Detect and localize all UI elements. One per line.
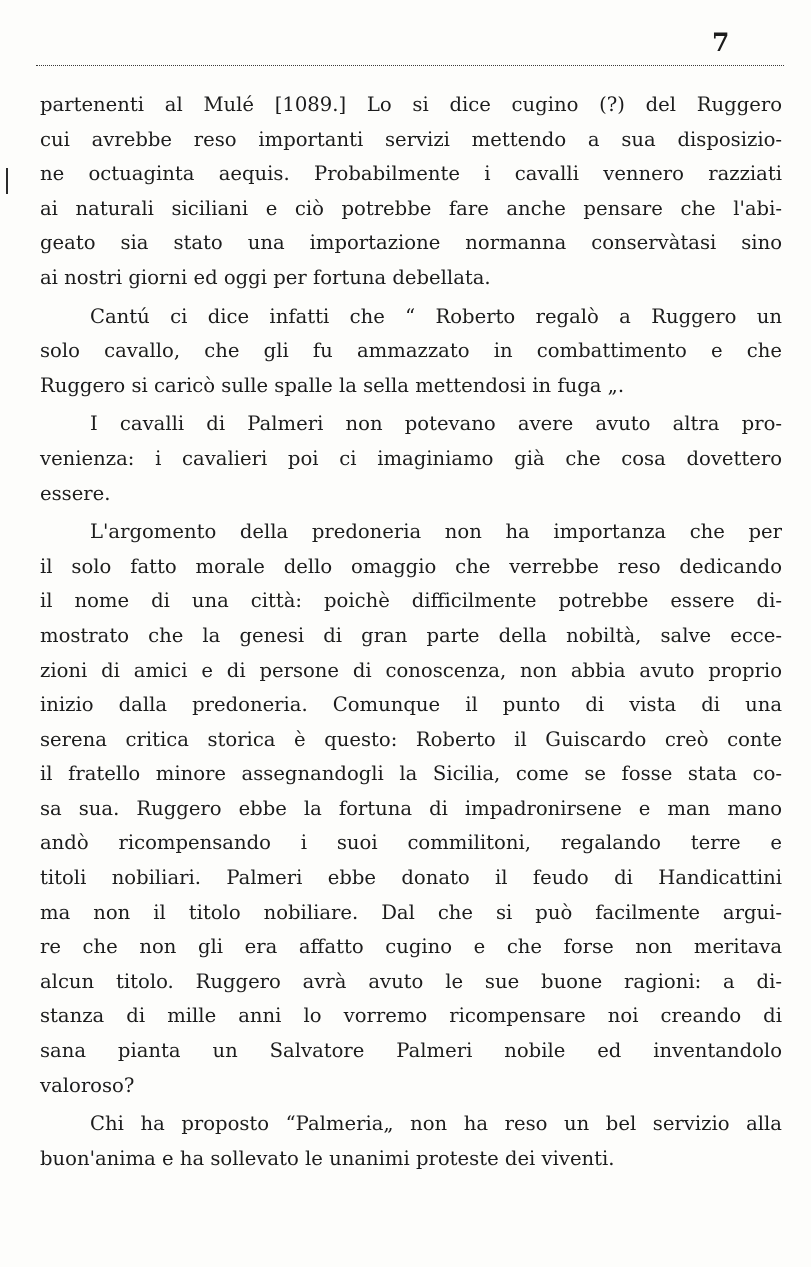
text-line: titoli nobiliari. Palmeri ebbe donato il feudo di Handicattini xyxy=(40,866,782,890)
paragraph-2 xyxy=(40,300,782,404)
text-line: Chi ha proposto “Palmeria„ non ha reso un bel servizio alla xyxy=(90,1112,782,1136)
header-rule xyxy=(36,65,784,66)
text-line: zioni di amici e di persone di conoscenza, non abbia avuto proprio xyxy=(40,658,782,682)
text-line: il fratello minore assegnandogli la Sicilia, come se fosse stata co- xyxy=(40,762,782,786)
text-line: geato sia stato una importazione normanna conservàtasi sino xyxy=(40,231,782,255)
text-line: essere. xyxy=(40,481,111,505)
text-line: buon'anima e ha sollevato le unanimi proteste dei viventi. xyxy=(40,1146,615,1170)
text-line: ai nostri giorni ed oggi per fortuna debellata. xyxy=(40,265,491,289)
text-line: sana pianta un Salvatore Palmeri nobile ed inventandolo xyxy=(40,1039,782,1063)
text-line: Ruggero si caricò sulle spalle la sella mettendosi in fuga „. xyxy=(40,373,625,397)
text-line: solo cavallo, che gli fu ammazzato in combattimento e che xyxy=(40,339,782,363)
text-line: stanza di mille anni lo vorremo ricompensare noi creando di xyxy=(40,1004,782,1028)
text-line: inizio dalla predoneria. Comunque il punto di vista di una xyxy=(40,693,782,717)
text-line: il nome di una città: poichè difficilmente potrebbe essere di- xyxy=(40,589,782,613)
text-line: ne octuaginta aequis. Probabilmente i cavalli vennero razziati xyxy=(40,162,782,186)
text-line: Cantú ci dice infatti che “ Roberto regalò a Ruggero un xyxy=(90,304,782,328)
paragraph-1 xyxy=(40,88,782,296)
text-line: andò ricompensando i suoi commilitoni, regalando terre e xyxy=(40,831,782,855)
page-number: 7 xyxy=(712,28,730,57)
text-line: ma non il titolo nobiliare. Dal che si può facilmente argui- xyxy=(40,900,782,924)
text-line: mostrato che la genesi di gran parte della nobiltà, salve ecce- xyxy=(40,623,782,647)
paragraph-3 xyxy=(40,407,782,511)
text-line: il solo fatto morale dello omaggio che verrebbe reso dedicando xyxy=(40,554,782,578)
text-line: venienza: i cavalieri poi ci imaginiamo già che cosa dovettero xyxy=(40,446,782,470)
paragraph-4 xyxy=(40,515,782,1103)
text-line: cui avrebbe reso importanti servizi mettendo a sua disposizio- xyxy=(40,127,782,151)
text-line: serena critica storica è questo: Roberto il Guiscardo creò conte xyxy=(40,727,782,751)
text-line: I cavalli di Palmeri non potevano avere avuto altra pro- xyxy=(90,412,782,436)
text-line: alcun titolo. Ruggero avrà avuto le sue buone ragioni: a di- xyxy=(40,969,782,993)
text-line: L'argomento della predoneria non ha importanza che per xyxy=(90,520,782,544)
body-text xyxy=(40,88,782,1176)
text-line: re che non gli era affatto cugino e che forse non meritava xyxy=(40,935,782,959)
text-line: sa sua. Ruggero ebbe la fortuna di impadronirsene e man mano xyxy=(40,796,782,820)
text-line: ai naturali siciliani e ciò potrebbe fare anche pensare che l'abi- xyxy=(40,196,782,220)
text-line: valoroso? xyxy=(40,1073,135,1097)
text-line: partenenti al Mulé [1089.] Lo si dice cugino (?) del Ruggero xyxy=(40,93,782,116)
margin-mark xyxy=(6,168,8,194)
paragraph-5 xyxy=(40,1107,782,1176)
